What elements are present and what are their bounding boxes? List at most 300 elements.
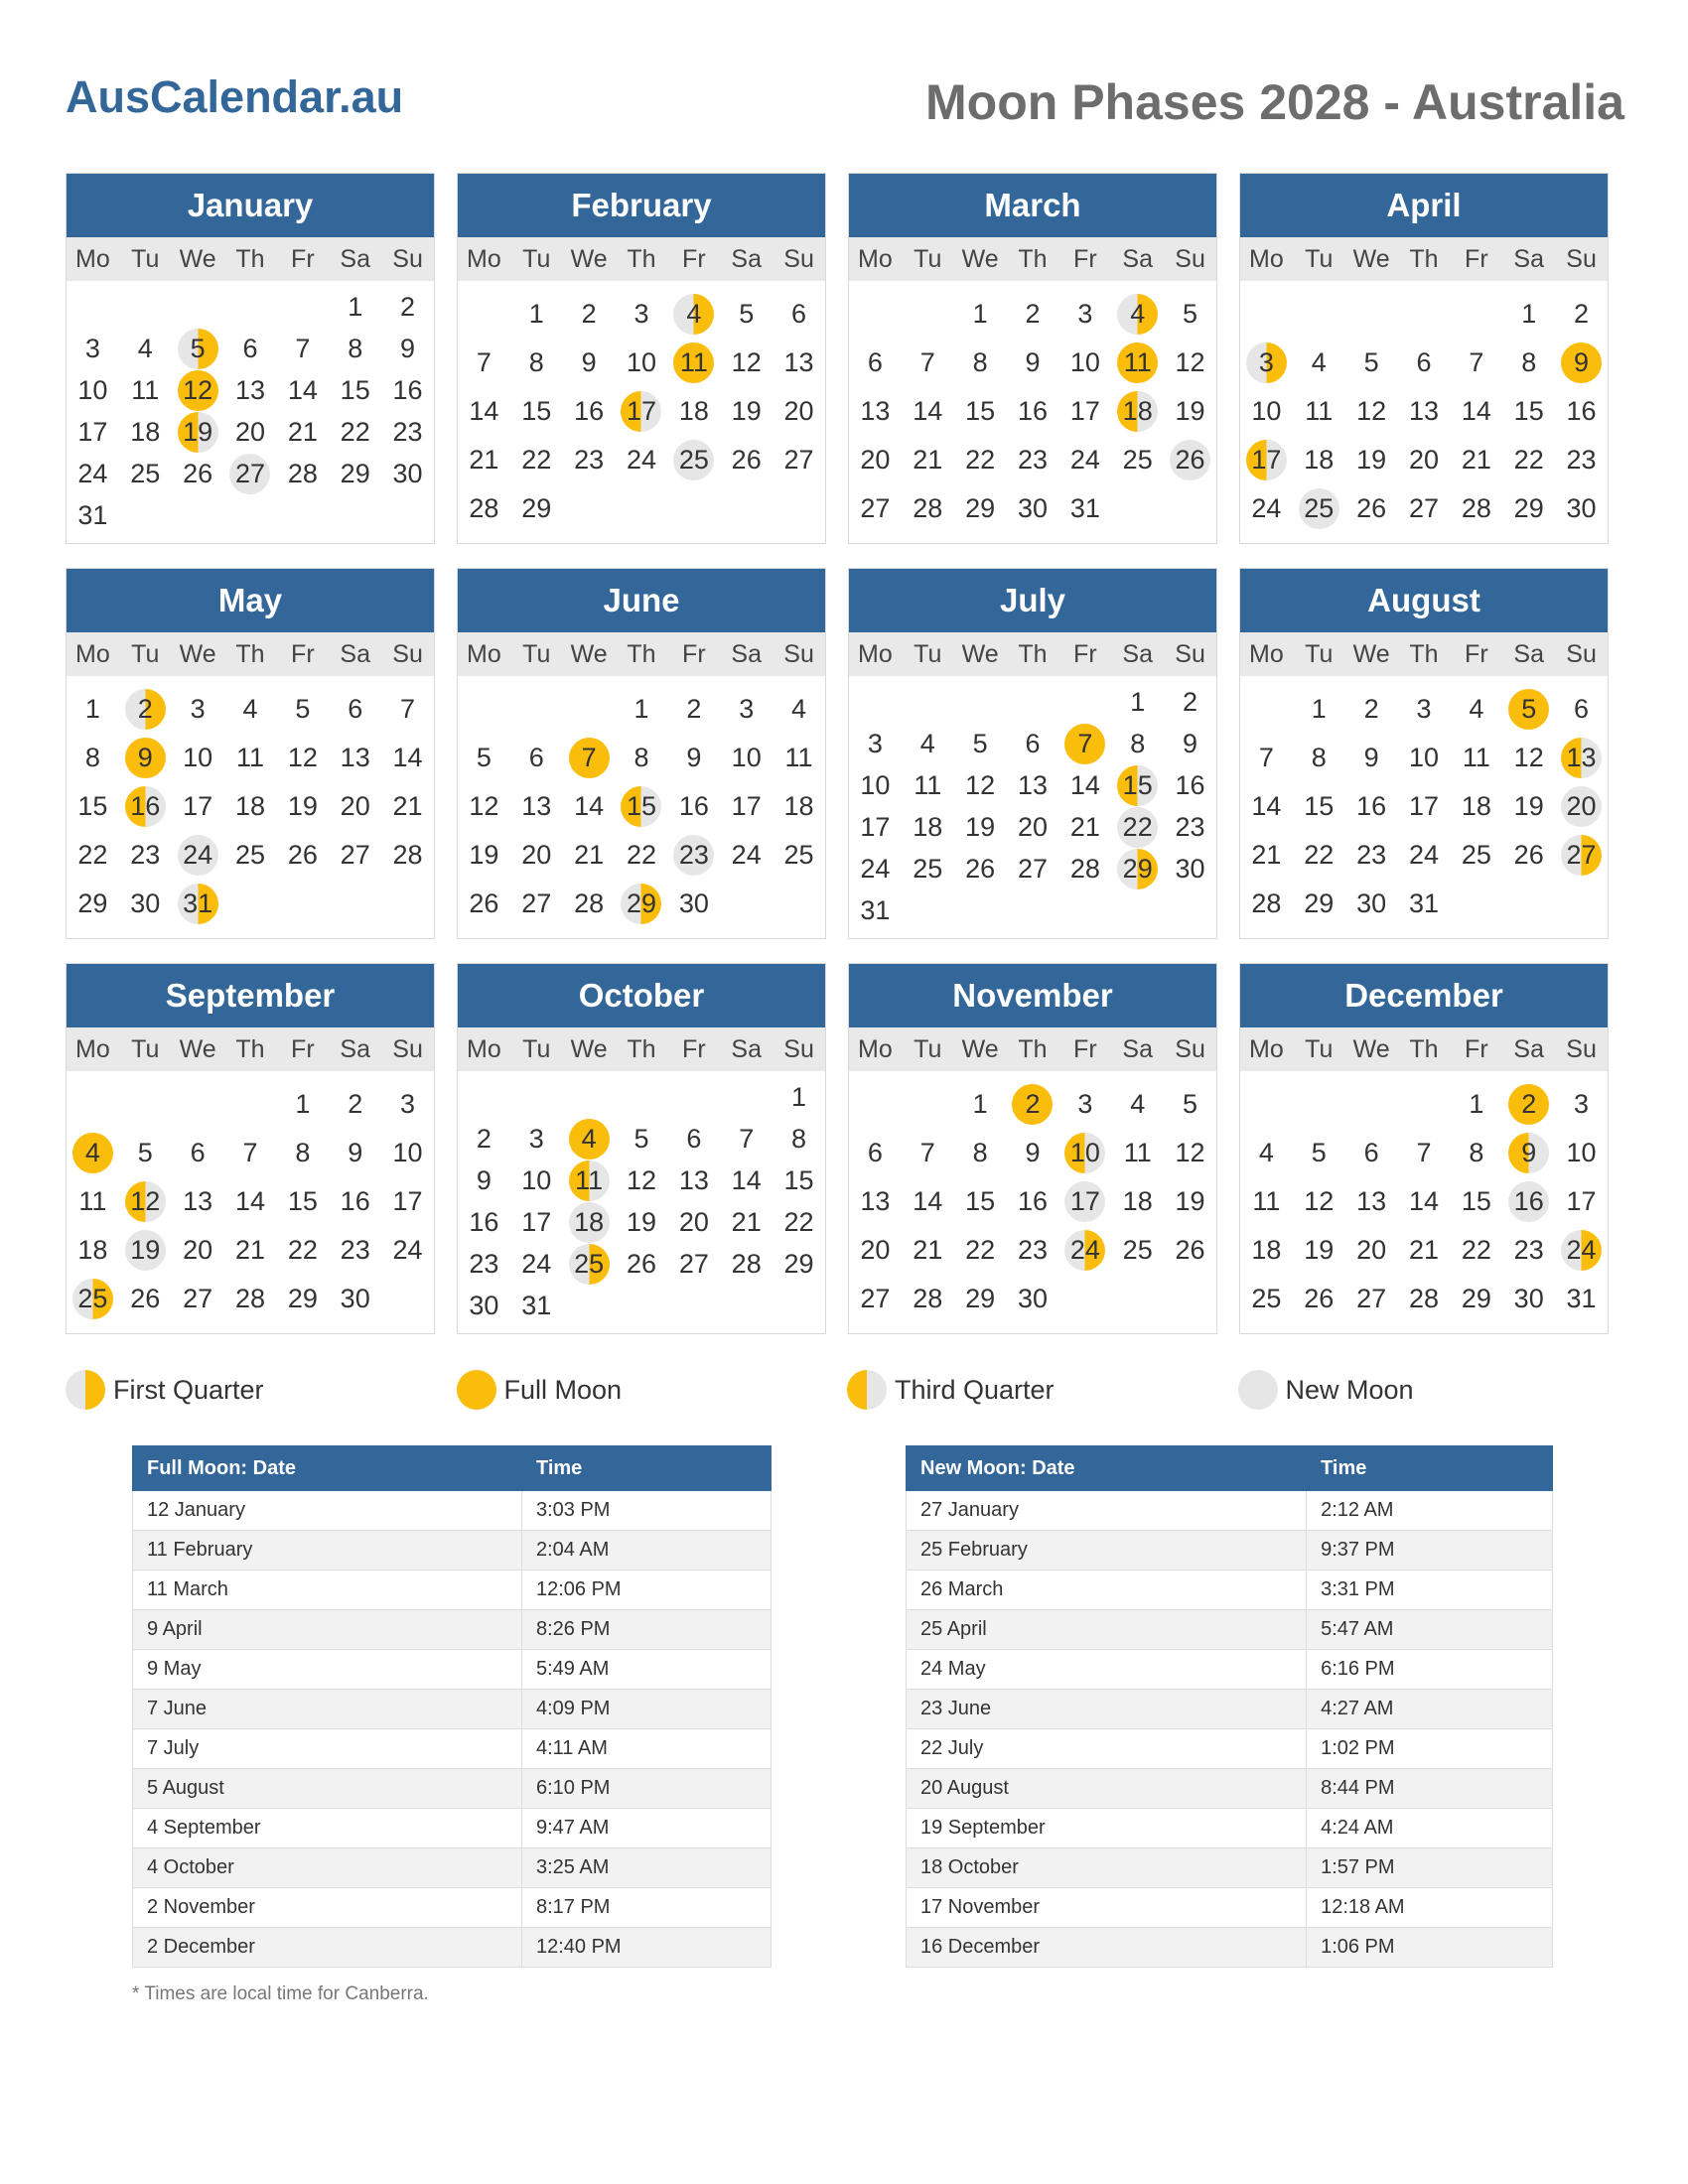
day-cell [1345,884,1398,923]
day-number: 15 [1461,1185,1491,1216]
table-row [133,1888,772,1928]
time-cell: 8:17 PM [521,1888,771,1928]
month-august [1239,568,1609,939]
day-number: 19 [1304,1234,1335,1265]
moon-full-day: 11 [673,342,714,383]
days-grid [849,676,1216,938]
date-cell: 22 July [907,1729,1307,1769]
day-number: 30 [1566,492,1597,523]
date-cell: 7 July [133,1729,522,1769]
day-cell [67,370,119,410]
weekday-fr: Fr [682,244,706,273]
day-cell [563,391,616,431]
time-cell: 9:47 AM [521,1809,771,1848]
moon-third-day: 17 [1246,440,1287,480]
day-number: 13 [678,1164,709,1195]
moon-full-icon [457,1370,496,1410]
day-cell [1398,1230,1451,1270]
day-cell [773,1244,825,1284]
day-number: 28 [574,887,605,918]
day-cell [1502,1133,1555,1172]
weekday-tu: Tu [1305,1034,1334,1063]
month-header-october: October [458,964,825,1027]
day-cell [1502,391,1555,431]
day-cell [1502,1279,1555,1318]
weekday-th: Th [627,1034,656,1063]
day-number: 10 [731,742,762,772]
days-grid [1240,1071,1608,1333]
day-cell [1398,689,1451,729]
day-cell [276,1084,329,1124]
weekday-sa: Sa [731,244,762,273]
day-cell [667,884,720,923]
weekday-mo: Mo [75,639,110,668]
empty-day [1240,294,1293,334]
day-number: 8 [295,1137,311,1167]
day-cell [67,495,119,535]
day-cell [1111,849,1164,888]
day-cell [563,1160,616,1200]
day-number: 27 [860,492,891,523]
day-cell [458,488,510,528]
day-cell [1293,689,1345,729]
day-number: 12 [965,769,996,800]
day-cell [381,287,434,327]
day-cell [276,835,329,875]
day-number: 14 [392,742,423,772]
day-cell [1450,738,1502,777]
empty-day [172,287,224,327]
days-grid [849,1071,1216,1333]
day-number: 6 [242,333,258,363]
day-number: 9 [400,333,416,363]
day-cell [1450,488,1502,528]
day-number: 17 [77,416,108,447]
day-number: 3 [867,728,883,758]
day-number: 22 [1304,839,1335,870]
weekday-tu: Tu [522,1034,551,1063]
day-cell [616,738,668,777]
day-number: 20 [1408,444,1439,475]
date-cell: 9 May [133,1650,522,1690]
day-number: 13 [183,1185,213,1216]
day-number: 16 [574,395,605,426]
day-number: 17 [1069,395,1100,426]
day-cell [172,1230,224,1270]
day-cell [1240,488,1293,528]
day-number: 27 [860,1283,891,1313]
day-cell [510,1202,563,1242]
weekday-th: Th [1409,1034,1439,1063]
day-cell [119,1230,172,1270]
day-number: 23 [340,1234,370,1265]
day-number: 16 [469,1206,499,1237]
date-cell: 5 August [133,1769,522,1809]
weekday-row [1240,237,1608,281]
day-cell [1555,488,1608,528]
day-number: 21 [574,839,605,870]
day-cell [1164,391,1216,431]
day-number: 7 [295,333,311,363]
day-cell [224,835,277,875]
day-cell [381,1084,434,1124]
day-number: 1 [1130,686,1146,717]
month-november [848,963,1217,1334]
month-header-january: January [67,174,434,237]
day-cell [458,786,510,826]
day-number: 18 [1251,1234,1282,1265]
day-cell [1111,1133,1164,1172]
day-cell [667,1119,720,1159]
day-cell [510,786,563,826]
day-number: 20 [860,1234,891,1265]
day-cell [119,370,172,410]
weekday-su: Su [392,639,423,668]
weekday-fr: Fr [291,1034,315,1063]
table-row [907,1650,1553,1690]
day-number: 28 [234,1283,265,1313]
day-cell [224,1279,277,1318]
day-number: 10 [626,346,656,377]
day-cell [1450,835,1502,875]
day-number: 25 [234,839,265,870]
day-number: 27 [1017,853,1048,884]
day-cell [1240,786,1293,826]
day-number: 19 [1175,1185,1205,1216]
day-number: 1 [791,1081,807,1112]
day-cell [1293,884,1345,923]
day-cell [510,440,563,479]
weekday-row [849,1027,1216,1071]
day-number: 9 [686,742,702,772]
day-number: 27 [340,839,370,870]
day-number: 12 [1513,742,1544,772]
day-cell [667,294,720,334]
legend-label: Full Moon [503,1374,623,1405]
month-april [1239,173,1609,544]
weekday-fr: Fr [291,639,315,668]
day-number: 1 [1311,693,1327,724]
day-number: 13 [783,346,814,377]
weekday-we: We [961,244,999,273]
empty-day [849,1084,902,1124]
day-number: 4 [1311,346,1327,377]
date-cell: 7 June [133,1690,522,1729]
day-number: 12 [469,790,499,821]
day-cell [773,1160,825,1200]
day-cell [381,412,434,452]
moon-first-day: 25 [72,1279,113,1319]
day-cell [1058,342,1111,382]
day-cell [1398,738,1451,777]
day-number: 24 [1408,839,1439,870]
day-cell [1450,342,1502,382]
month-january [66,173,435,544]
day-cell [1111,1181,1164,1221]
day-number: 19 [1356,444,1387,475]
day-cell [1450,1181,1502,1221]
legend-item-first [66,1370,457,1410]
day-number: 6 [528,742,544,772]
table-row [133,1610,772,1650]
weekday-su: Su [1566,244,1597,273]
day-cell [276,412,329,452]
legend-label: First Quarter [113,1374,264,1405]
legend-item-new [1238,1370,1629,1410]
day-number: 19 [1513,790,1544,821]
moon-third-day: 18 [1117,391,1158,432]
day-number: 20 [1356,1234,1387,1265]
time-cell: 12:40 PM [521,1928,771,1968]
site-logo[interactable]: AusCalendar.au [66,71,404,122]
weekday-fr: Fr [1073,1034,1097,1063]
day-cell [1398,835,1451,875]
date-cell: 23 June [907,1690,1307,1729]
day-number: 29 [1304,887,1335,918]
day-cell [1293,835,1345,875]
day-cell [1502,342,1555,382]
day-number: 15 [783,1164,814,1195]
moon-first-day: 27 [1561,835,1602,876]
day-number: 13 [1356,1185,1387,1216]
day-number: 21 [1408,1234,1439,1265]
empty-day [1398,1084,1451,1124]
day-number: 3 [1416,693,1432,724]
month-header-february: February [458,174,825,237]
table-row [907,1729,1553,1769]
day-cell [329,786,381,826]
day-cell [276,1181,329,1221]
days-grid [849,281,1216,543]
months-grid [66,173,1628,1334]
day-cell [1058,1084,1111,1124]
day-cell [458,738,510,777]
day-cell [1240,884,1293,923]
day-number: 14 [731,1164,762,1195]
days-grid [458,281,825,543]
day-cell [1111,342,1164,382]
day-number: 7 [476,346,492,377]
day-cell [172,884,224,923]
moon-full-day: 4 [569,1119,610,1160]
weekday-su: Su [392,244,423,273]
moon-new-day: 25 [1299,488,1339,529]
day-cell [1502,488,1555,528]
moon-full-day: 2 [1508,1084,1549,1125]
day-cell [172,412,224,452]
day-number: 21 [392,790,423,821]
day-number: 12 [1175,346,1205,377]
day-cell [119,786,172,826]
weekday-mo: Mo [1249,639,1284,668]
moon-new-day: 26 [1170,440,1210,480]
day-cell [1293,1279,1345,1318]
day-number: 8 [84,742,100,772]
day-cell [1058,1230,1111,1270]
day-number: 19 [626,1206,656,1237]
day-number: 23 [1566,444,1597,475]
day-number: 2 [476,1123,492,1154]
day-cell [67,835,119,875]
day-number: 23 [1513,1234,1544,1265]
day-number: 28 [731,1248,762,1279]
moon-first-icon [66,1370,105,1410]
date-cell: 18 October [907,1848,1307,1888]
weekday-we: We [570,639,608,668]
day-number: 14 [234,1185,265,1216]
day-cell [329,287,381,327]
day-number: 28 [1251,887,1282,918]
day-cell [1345,391,1398,431]
day-cell [902,849,954,888]
day-cell [381,786,434,826]
day-cell [458,440,510,479]
day-cell [954,1230,1007,1270]
day-number: 29 [77,887,108,918]
month-header-september: September [67,964,434,1027]
day-cell [720,689,773,729]
weekday-sa: Sa [1122,639,1153,668]
date-cell: 16 December [907,1928,1307,1968]
day-number: 6 [791,298,807,329]
day-cell [1164,1181,1216,1221]
day-cell [616,689,668,729]
day-cell [773,440,825,479]
day-number: 11 [1252,1185,1281,1216]
day-number: 10 [521,1164,552,1195]
new-moon-time-header: Time [1307,1446,1553,1491]
weekday-fr: Fr [1073,244,1097,273]
day-number: 4 [242,693,258,724]
weekday-sa: Sa [340,639,370,668]
day-cell [381,454,434,493]
day-cell [1240,1181,1293,1221]
day-number: 7 [1258,742,1274,772]
day-number: 29 [965,492,996,523]
day-cell [1058,1181,1111,1221]
day-number: 4 [1258,1137,1274,1167]
day-number: 5 [633,1123,649,1154]
day-cell [616,1244,668,1284]
day-number: 30 [1513,1283,1544,1313]
day-cell [67,329,119,368]
day-cell [119,1279,172,1318]
day-number: 26 [1356,492,1387,523]
day-number: 22 [1513,444,1544,475]
time-cell: 3:25 AM [521,1848,771,1888]
day-cell [902,440,954,479]
day-number: 30 [340,1283,370,1313]
weekday-we: We [570,1034,608,1063]
day-cell [902,1279,954,1318]
day-number: 28 [287,458,318,488]
day-cell [1555,835,1608,875]
day-number: 5 [1363,346,1379,377]
moon-third-day: 13 [1561,738,1602,778]
moon-new-day: 24 [178,835,218,876]
weekday-mo: Mo [467,244,501,273]
day-number: 24 [521,1248,552,1279]
weekday-mo: Mo [858,1034,893,1063]
month-header-may: May [67,569,434,632]
table-row [907,1531,1553,1570]
time-cell: 4:27 AM [1307,1690,1553,1729]
day-number: 8 [348,333,363,363]
day-cell [276,786,329,826]
day-cell [773,689,825,729]
day-number: 31 [1069,492,1100,523]
day-cell [276,370,329,410]
day-number: 30 [678,887,709,918]
day-cell [1502,689,1555,729]
day-cell [1398,440,1451,479]
day-number: 6 [348,693,363,724]
weekday-th: Th [1409,244,1439,273]
days-grid [67,676,434,938]
day-cell [1007,849,1059,888]
day-cell [849,849,902,888]
empty-day [224,1084,277,1124]
moon-full-day: 4 [72,1133,113,1173]
day-number: 14 [1251,790,1282,821]
day-cell [224,1181,277,1221]
empty-day [902,294,954,334]
day-cell [119,738,172,777]
day-number: 25 [1122,1234,1153,1265]
time-cell: 8:44 PM [1307,1769,1553,1809]
day-number: 27 [183,1283,213,1313]
day-number: 13 [860,395,891,426]
moon-first-day: 2 [125,689,166,730]
day-number: 20 [678,1206,709,1237]
weekday-th: Th [627,639,656,668]
day-number: 16 [1356,790,1387,821]
day-cell [720,1119,773,1159]
day-number: 10 [392,1137,423,1167]
day-number: 5 [972,728,988,758]
day-cell [172,454,224,493]
moon-new-day: 19 [125,1230,166,1271]
day-cell [1345,488,1398,528]
day-number: 30 [1017,1283,1048,1313]
day-cell [1555,1279,1608,1318]
month-may [66,568,435,939]
weekday-fr: Fr [291,244,315,273]
day-cell [1293,391,1345,431]
day-cell [276,689,329,729]
day-cell [773,294,825,334]
day-cell [902,765,954,805]
date-cell: 24 May [907,1650,1307,1690]
day-number: 2 [1183,686,1198,717]
day-cell [563,1244,616,1284]
day-number: 14 [1408,1185,1439,1216]
full-moon-date-header: Full Moon: Date [133,1446,522,1491]
day-cell [667,1244,720,1284]
weekday-fr: Fr [1465,244,1488,273]
day-cell [329,738,381,777]
day-number: 18 [130,416,161,447]
day-cell [1007,440,1059,479]
day-cell [616,294,668,334]
weekday-row [458,1027,825,1071]
day-cell [773,391,825,431]
weekday-we: We [961,1034,999,1063]
page-title: Moon Phases 2028 - Australia [925,74,1624,130]
month-header-november: November [849,964,1216,1027]
moon-full-day: 9 [1561,342,1602,383]
empty-day [849,682,902,722]
